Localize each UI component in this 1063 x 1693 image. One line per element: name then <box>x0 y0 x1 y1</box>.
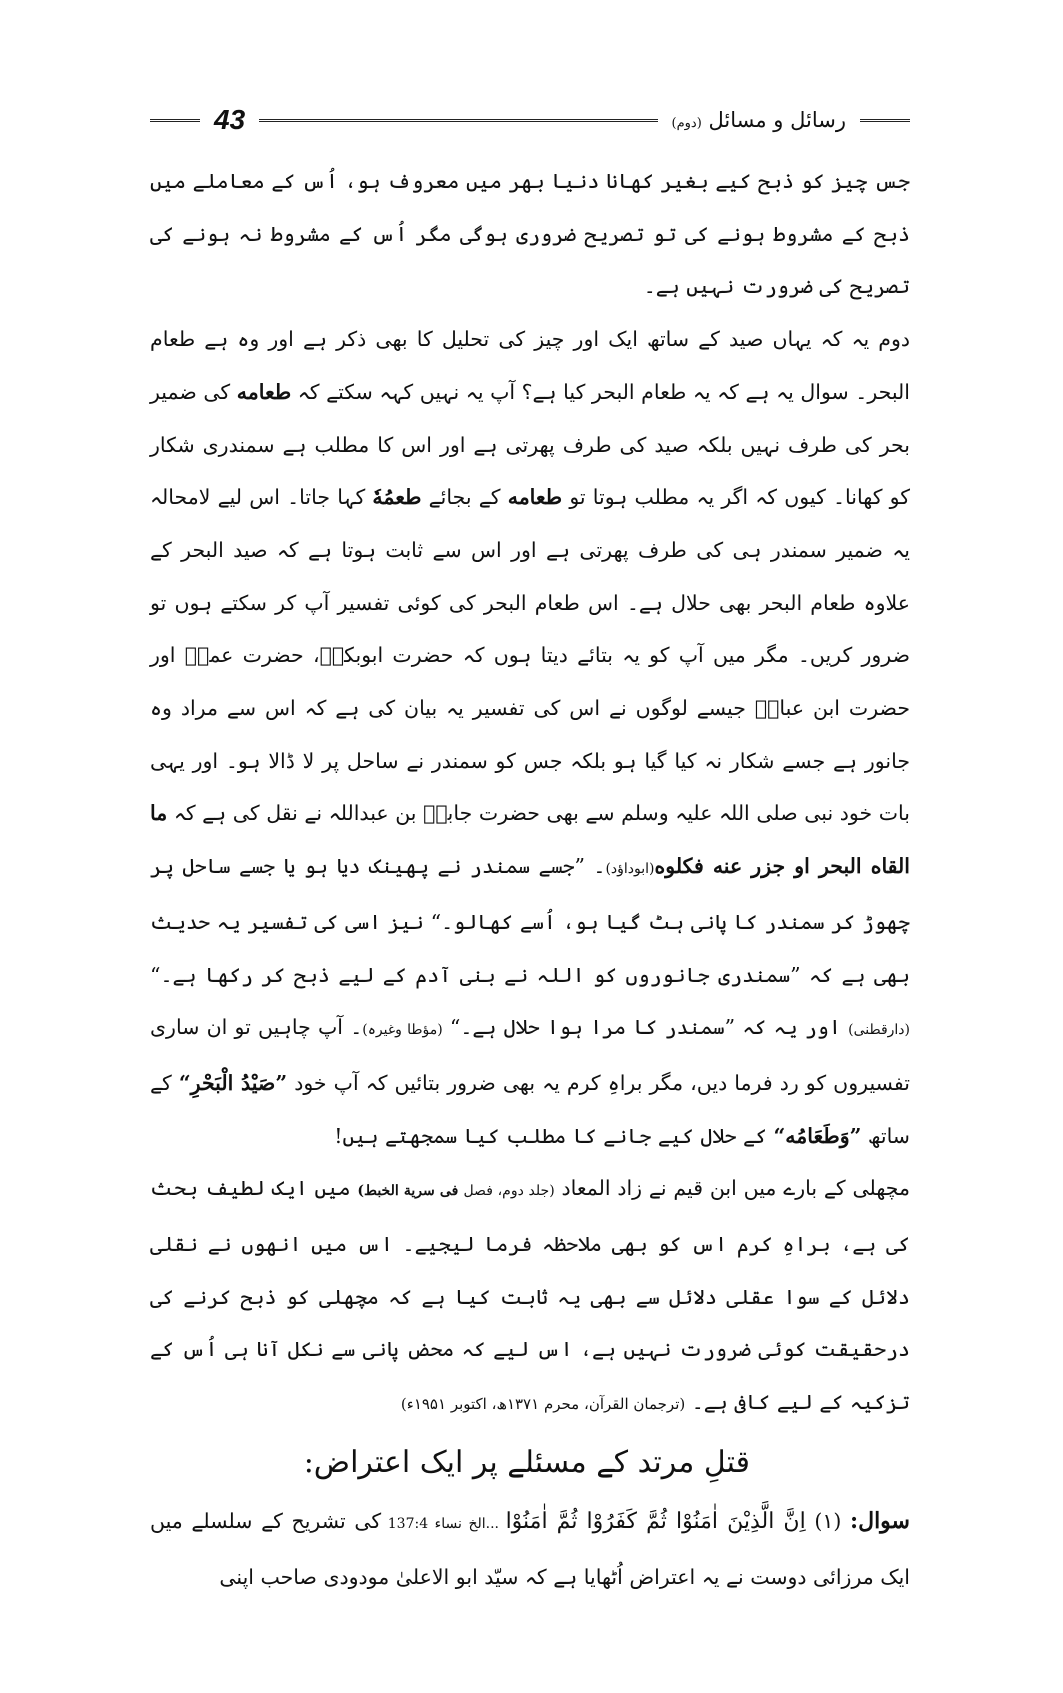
p2-text-c: کے بجائے <box>421 485 508 510</box>
p2-text-h: کے ساتھ <box>150 1070 910 1148</box>
p2-text-d: کہا جاتا۔ اس لیے لامحالہ یہ ضمیر سمندر ہی کی طرف پھرتی ہے اور اس سے ثابت ہوتا ہے کہ صید البحر کے علاوہ طعام البحر بھی حلال ہے۔ اس طعام البحر کی کوئی تفسیر آپ کر سکتے ہوں تو ضرور کریں۔ مگر میں آپ کو یہ بتائے دیتا ہوں کہ حضرت ابوبکرؓ، حضرت عمرؓ اور حضرت ابن عباسؓ جیسے لوگوں نے اس کی تفسیر یہ بیان کی ہے کہ اس سے مراد وہ جانور ہے جسے شکار نہ کیا گیا ہو بلکہ جس کو سمندر نے ساحل پر لا ڈالا ہو۔ اور یہی بات خود نبی صلی اللہ علیہ وسلم سے بھی حضرت جابرؓ بن عبداللہ نے نقل کی ہے کہ <box>150 485 910 826</box>
book-title: رسائل و مسائل <box>708 108 846 132</box>
volume-marker: (دوم) <box>671 116 702 131</box>
page-number: 43 <box>214 104 246 135</box>
term-sariyyat-al-khabat: فی سریة الخبط) <box>357 1183 464 1200</box>
term-taamuhu: طعامه <box>236 379 292 404</box>
question-paragraph <box>150 1495 910 1603</box>
ref-zad-al-maad: (جلد دوم، فصل <box>463 1183 555 1200</box>
q-text-a: (۱) <box>805 1508 850 1533</box>
p2-text-a: دوم یہ کہ یہاں صید کے ساتھ ایک اور چیز کی تحلیل کا بھی ذکر ہے اور وہ ہے طعام البحر۔ سوال یہ ہے کہ یہ طعام البحر کیا ہے؟ آپ یہ نہیں کہہ سکتے کہ <box>150 327 910 404</box>
ref-abu-dawud: (ابوداؤد) <box>605 861 655 878</box>
p2-text-b: کی ضمیر بحر کی طرف نہیں بلکہ صید کی طرف پھرتی ہے اور اس کا مطلب ہے سمندری شکار کو کھانا۔ کیوں کہ اگر یہ مطلب ہوتا تو <box>150 379 910 510</box>
term-wa-taamuhu: ”وَطَعَامُه“ <box>773 1123 862 1148</box>
p2-text-g: ۔ آپ چاہیں تو ان ساری تفسیروں کو رد فرما دیں، مگر براہِ کرم یہ بھی ضرور بتائیں کہ آپ خود <box>150 1015 911 1095</box>
term-sayd-al-bahr: ”صَيْدُ الْبَحْرِ“ <box>178 1070 288 1095</box>
running-title <box>672 108 846 132</box>
quran-verse: اِنَّ الَّذِيْنَ اٰمَنُوْا ثُمَّ كَفَرُوْا ثُمَّ اٰمَنُوْا <box>505 1508 806 1534</box>
section-heading: قتلِ مرتد کے مسئلے پر ایک اعتراض: <box>303 1444 750 1480</box>
q-text-b: کی تشریح کے سلسلے میں ایک مرزائی دوست نے یہ اعتراض اُٹھایا ہے کہ سیّد ابو الاعلیٰ مودودی صاحب اپنی <box>150 1508 910 1589</box>
ref-daraqutni: (دارقطنی) <box>848 1022 910 1039</box>
question-label: سوال: <box>849 1507 910 1534</box>
hadith-quote: ما القاه البحر او جزر عنه فكلوه <box>150 801 910 879</box>
paragraph-1: جس چیز کو ذبح کیے بغیر کھانا دنیا بھر میں معروف ہو، اُس کے معاملے میں ذبح کے مشروط ہونے کی تو تصریح ضروری ہوگی مگر اُس کے مشروط نہ ہونے کی تصریح کی ضرورت نہیں ہے۔ <box>150 169 910 299</box>
verse-reference: ...الخ نساء 137:4 <box>381 1515 506 1532</box>
p2-text-i: کے حلال کیے جانے کا مطلب کیا سمجھتے ہیں! <box>334 1123 774 1148</box>
term-tumuhu: طعمُهٗ <box>372 485 422 510</box>
p3-text-b: میں ایک لطیف بحث کی ہے، براہِ کرم اس کو بھی ملاحظہ فرما لیجیے۔ اس میں انھوں نے نقلی دلائل کے سوا عقلی دلائل سے بھی یہ ثابت کیا ہے کہ مچھلی کو ذبح کرنے کی درحقیقت کوئی ضرورت نہیں ہے، اس لیے کہ محض پانی سے نکل آنا ہی اُس کے تزکیہ کے لیے کافی ہے۔ <box>150 1176 910 1415</box>
paragraph-2 <box>150 313 910 1162</box>
p3-text-a: مچھلی کے بارے میں ابن قیم نے زاد المعاد <box>554 1176 910 1201</box>
header-rule-right <box>860 119 910 122</box>
source-citation: (ترجمان القرآن، محرم ۱۳۷۱ھ، اکتوبر ۱۹۵۱ء) <box>400 1395 686 1414</box>
term-taamuhu-2: طعامه <box>507 485 563 510</box>
page-header <box>150 100 910 140</box>
ref-muwatta: (مؤطا وغیرہ) <box>362 1022 443 1039</box>
header-rule-left <box>150 119 200 122</box>
header-rule-middle <box>259 119 657 122</box>
p2-text-f: اور یہ کہ ”سمندر کا مرا ہوا حلال ہے۔“ <box>442 1015 849 1040</box>
paragraph-3 <box>150 1162 910 1431</box>
p2-text-e: ۔ ”جسے سمندر نے پھینک دیا ہو یا جسے ساحل پر چھوڑ کر سمندر کا پانی ہٹ گیا ہو، اُسے کھالو۔“ نیز اسی کی تفسیر یہ حدیث بھی ہے کہ ”سمندری جانوروں کو اللہ نے بنی آدم کے لیے ذبح کر رکھا ہے۔“ <box>150 854 910 987</box>
page-body <box>150 155 910 1603</box>
